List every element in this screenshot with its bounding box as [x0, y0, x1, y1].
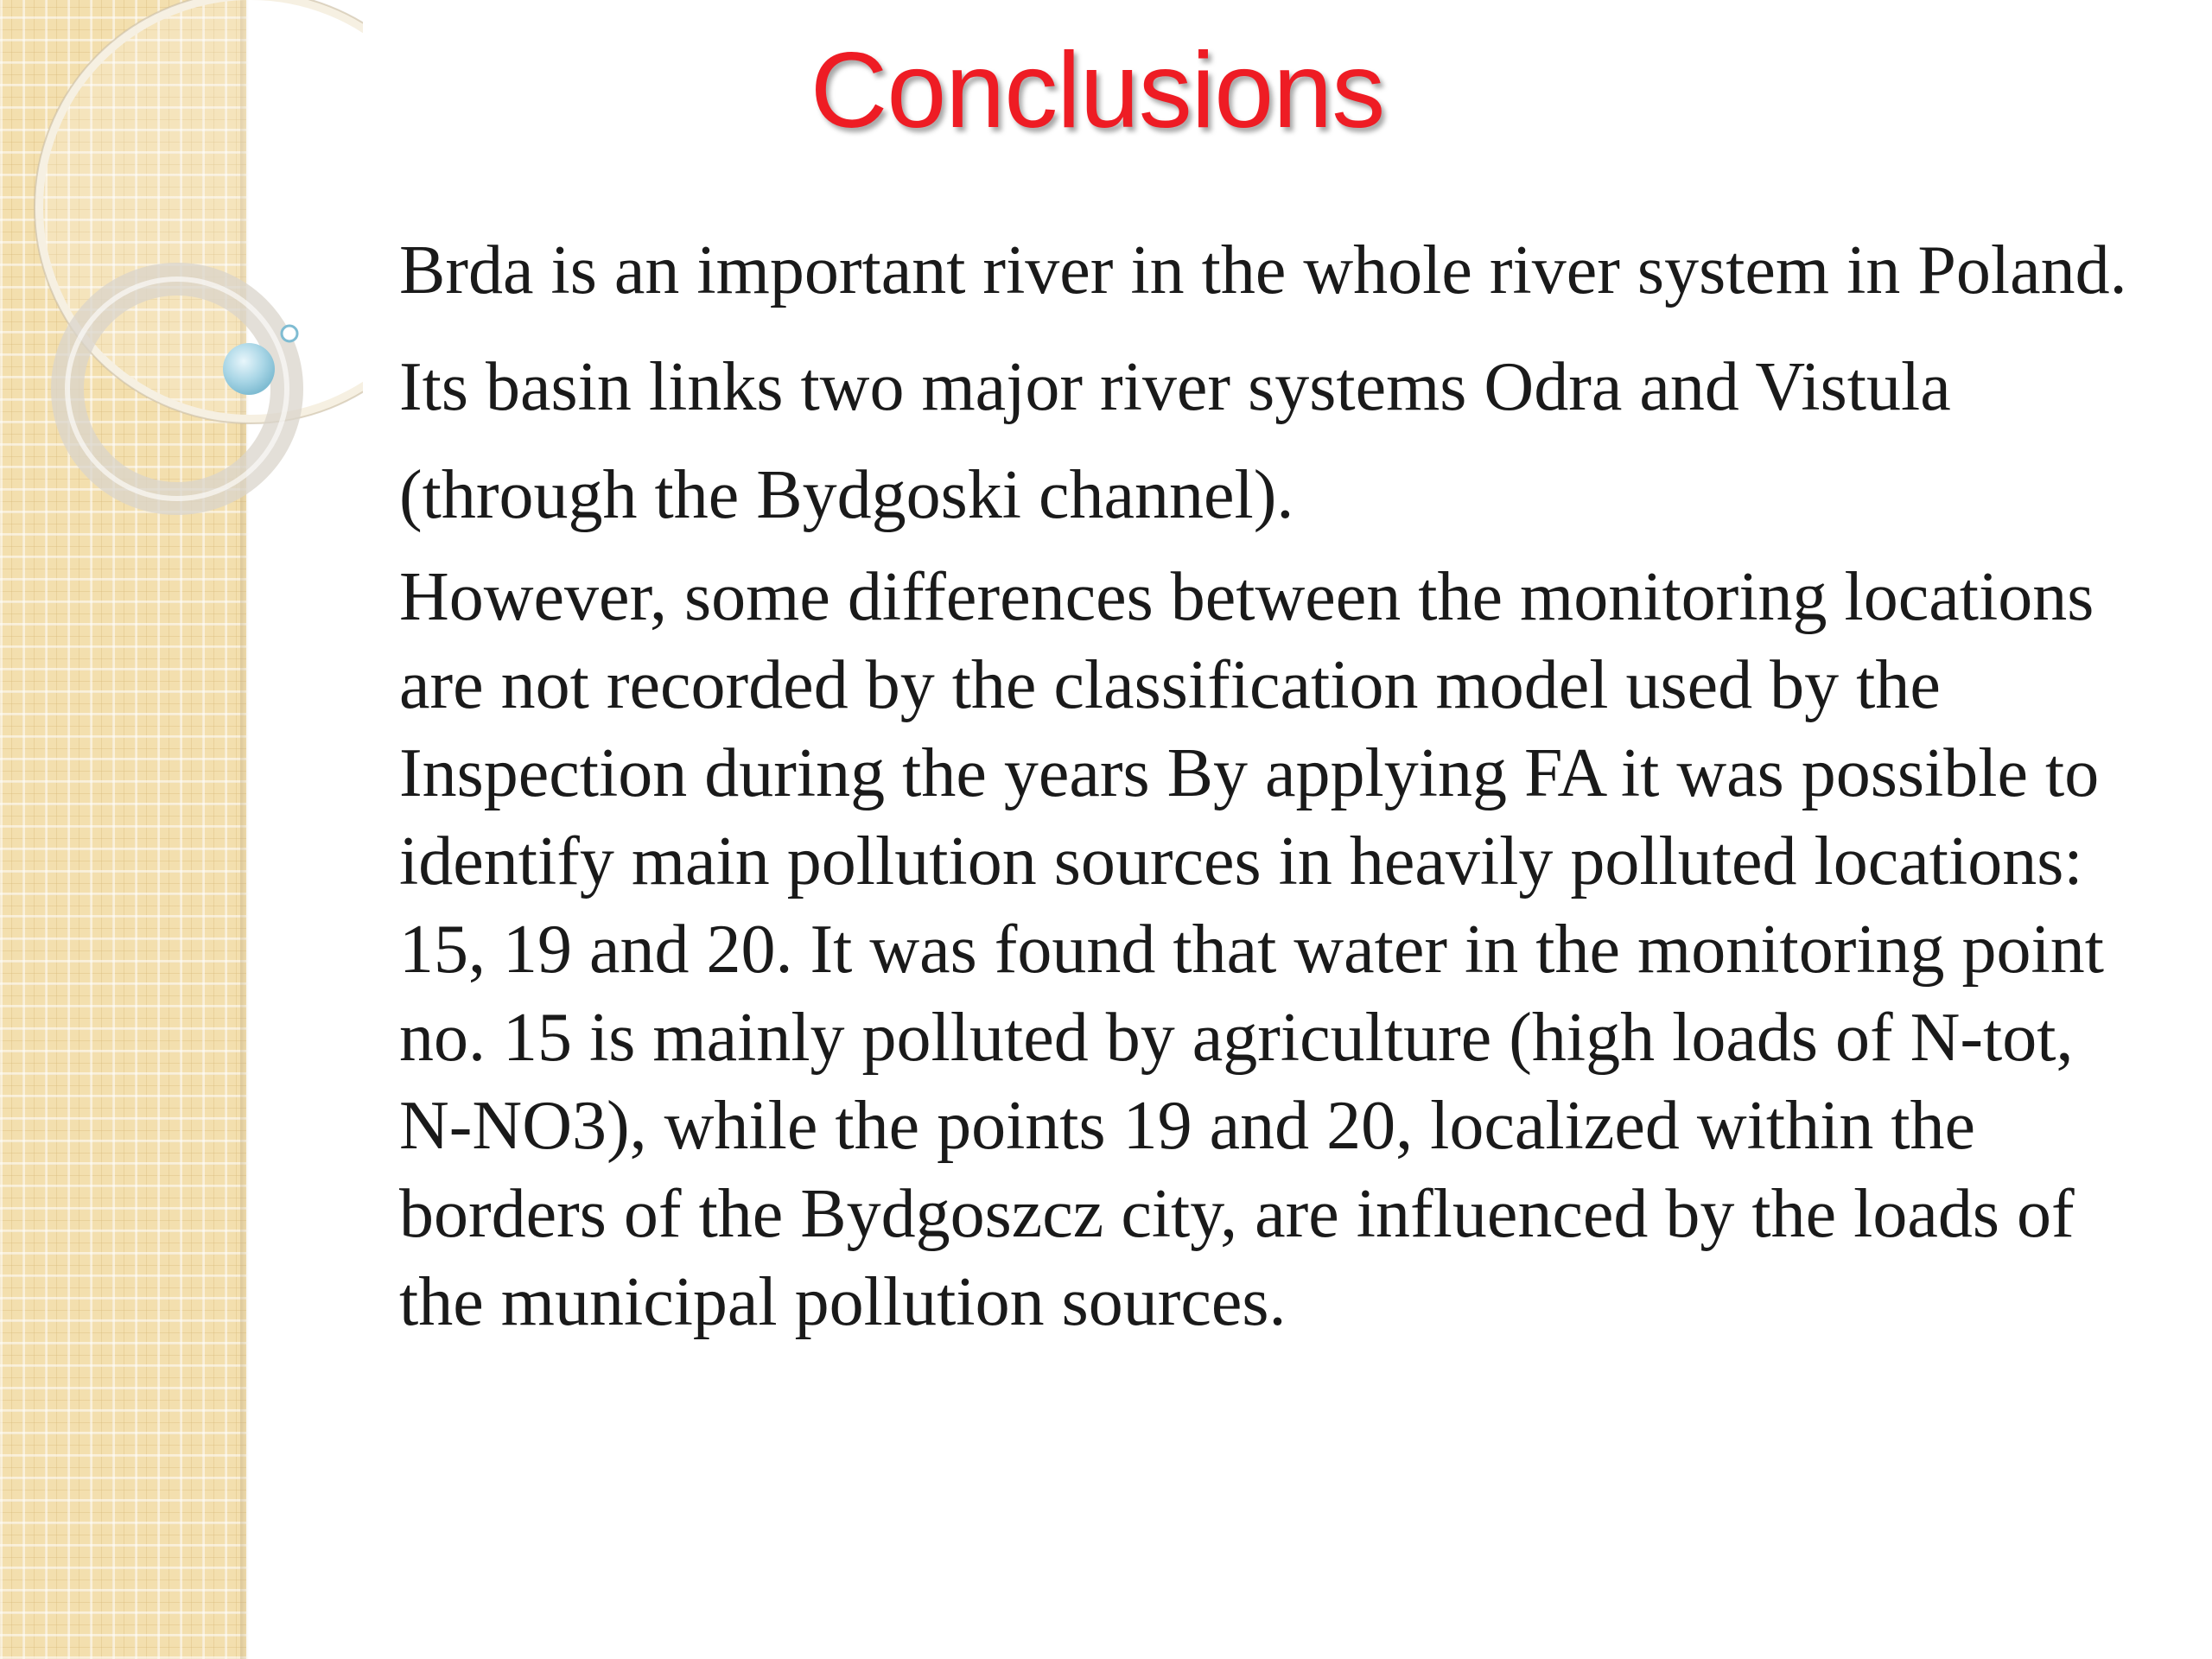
bubble-large — [223, 343, 275, 395]
paragraph-pollution-findings: However, some differences between the monitoring locations are not recorded by the classification model used by the Inspection during the years By applying FA it was possible to identify main pollution sources in heavily polluted locations: 15, 19 and 20. It was found that water in the monitoring point no. 15 is mainly polluted by agriculture (high loads of N-tot, N-NO3), while the points 19 and 20, localized within the borders of the Bydgoszcz city, are influenced by the loads of the municipal pollution sources. — [399, 559, 2105, 1340]
slide-title: Conclusions — [810, 31, 1385, 150]
paragraph-brda-importance: Brda is an important river in the whole river system in Poland. — [399, 232, 2127, 308]
decorative-rings — [0, 0, 363, 588]
paragraph-basin-links: Its basin links two major river systems Odra and Vistula (through the Bydgoski channel). — [399, 349, 1951, 533]
bubble-small — [282, 326, 297, 341]
slide-body — [399, 226, 2145, 1365]
